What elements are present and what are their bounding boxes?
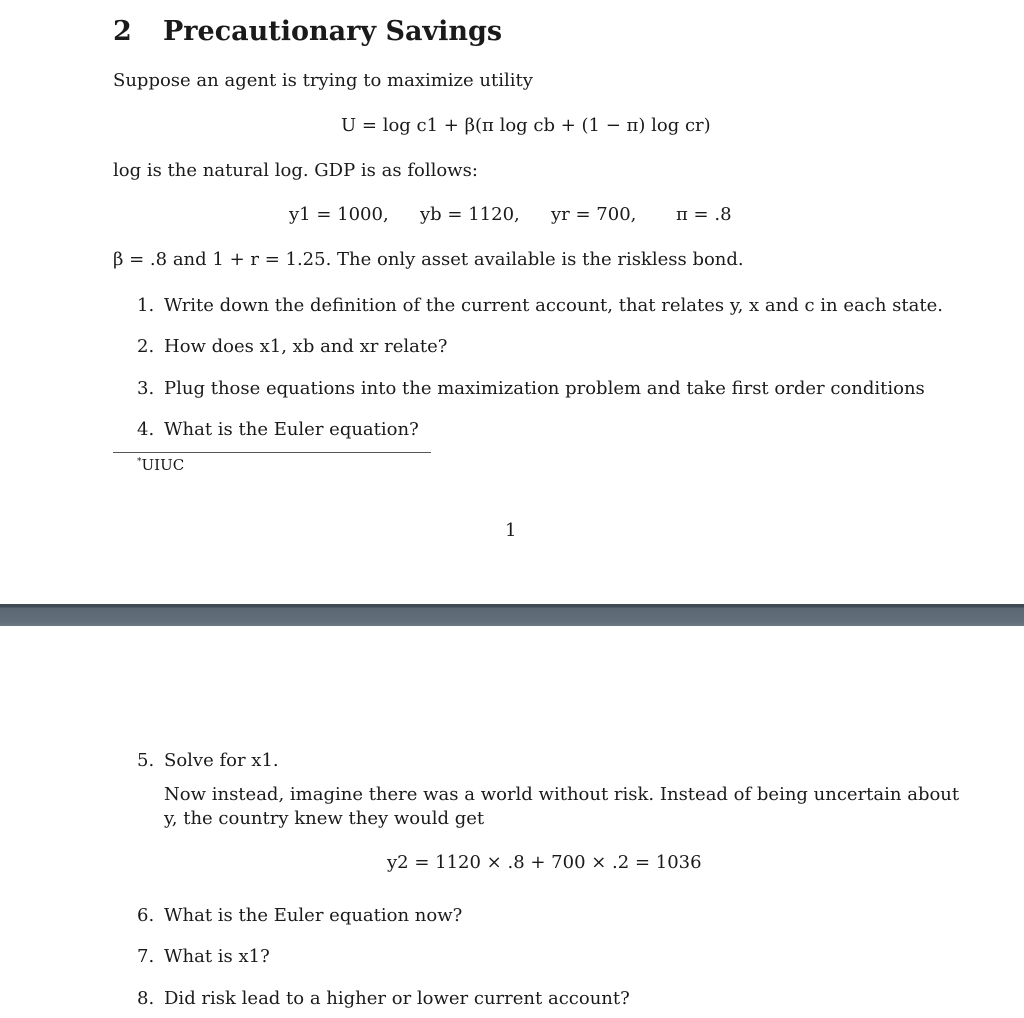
question-number: 4. — [137, 419, 155, 440]
page-number: 1 — [505, 520, 517, 541]
question-text: How does x1, xb and xr relate? — [164, 336, 448, 357]
beta-paragraph: β = .8 and 1 + r = 1.25. The only asset available is the riskless bond. — [113, 249, 744, 270]
gdp-pi: π = .8 — [676, 204, 732, 225]
section-title: Precautionary Savings — [163, 16, 503, 47]
gdp-y1: y1 = 1000, — [289, 204, 389, 225]
footnote — [137, 456, 184, 474]
question-text: What is the Euler equation? — [164, 419, 419, 440]
footnote-marker: * — [137, 457, 142, 467]
gdp-yb: yb = 1120, — [420, 204, 520, 225]
log-note-paragraph: log is the natural log. GDP is as follows: — [113, 160, 478, 181]
page-divider — [0, 604, 1024, 626]
question-number: 1. — [137, 295, 155, 316]
question-text: What is the Euler equation now? — [164, 905, 463, 926]
question-text: Solve for x1. — [164, 750, 279, 771]
footnote-rule — [113, 452, 431, 453]
question-number: 8. — [137, 988, 155, 1009]
certain-income-equation: y2 = 1120 × .8 + 700 × .2 = 1036 — [387, 852, 702, 873]
footnote-text: UIUC — [141, 456, 185, 474]
question-number: 2. — [137, 336, 155, 357]
question-number: 6. — [137, 905, 155, 926]
question-number: 3. — [137, 378, 155, 399]
question-text: What is x1? — [164, 946, 270, 967]
gdp-yr: yr = 700, — [551, 204, 637, 225]
question-number: 5. — [137, 750, 155, 771]
section-number: 2 — [113, 16, 132, 47]
question-number: 7. — [137, 946, 155, 967]
utility-equation: U = log c1 + β(π log cb + (1 − π) log cr) — [341, 115, 711, 136]
question-text: Write down the definition of the current account, that relates y, x and c in each state. — [164, 295, 943, 316]
riskless-paragraph-line1: Now instead, imagine there was a world without risk. Instead of being uncertain about — [164, 784, 960, 805]
intro-paragraph: Suppose an agent is trying to maximize utility — [113, 70, 533, 91]
question-text: Did risk lead to a higher or lower current account? — [164, 988, 630, 1009]
question-text: Plug those equations into the maximization problem and take first order conditions — [164, 378, 925, 399]
riskless-paragraph-line2: y, the country knew they would get — [164, 808, 485, 829]
